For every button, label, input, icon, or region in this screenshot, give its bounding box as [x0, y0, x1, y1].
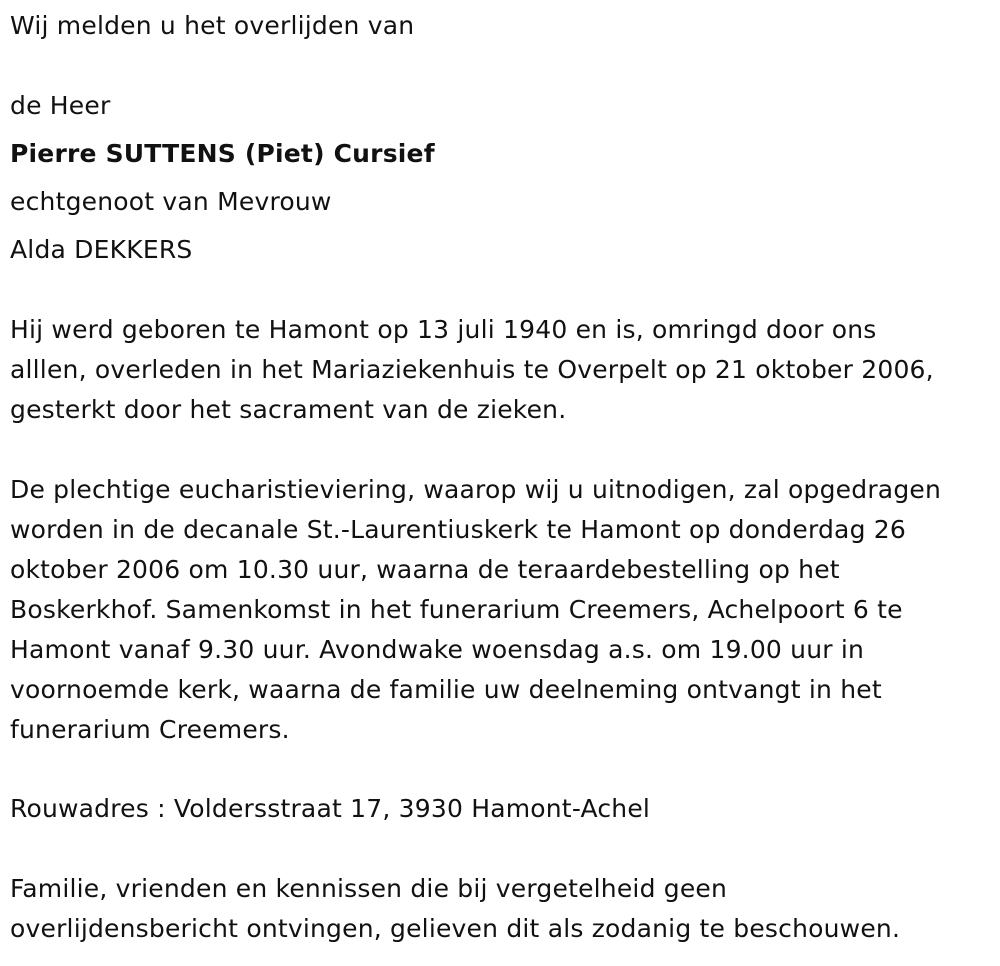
paragraph-line: Familie, vrienden en kennissen die bij vergetelheid geen — [10, 874, 728, 903]
spouse-label: echtgenoot van Mevrouw — [10, 187, 332, 216]
paragraph-line: funerarium Creemers. — [10, 715, 290, 744]
intro-text: Wij melden u het overlijden van — [10, 11, 415, 40]
paragraph-line: alllen, overleden in het Mariaziekenhuis te Overpelt op 21 oktober 2006, — [10, 355, 934, 384]
paragraph-line: De plechtige eucharistieviering, waarop wij u uitnodigen, zal opgedragen — [10, 475, 942, 504]
paragraph-line: overlijdensbericht ontvingen, gelieven dit als zodanig te beschouwen. — [10, 914, 901, 943]
spouse-name: Alda DEKKERS — [10, 235, 193, 264]
paragraph-line: gesterkt door het sacrament van de zieken. — [10, 395, 567, 424]
mourning-address: Rouwadres : Voldersstraat 17, 3930 Hamont-Achel — [10, 794, 651, 823]
ceremony-paragraph — [10, 470, 990, 750]
paragraph-line: voornoemde kerk, waarna de familie uw deelneming ontvangt in het — [10, 675, 882, 704]
closing-paragraph — [10, 869, 990, 949]
paragraph-line: oktober 2006 om 10.30 uur, waarna de teraardebestelling op het — [10, 555, 840, 584]
birth-death-paragraph — [10, 310, 990, 430]
deceased-name: Pierre SUTTENS (Piet) Cursief — [10, 139, 435, 168]
paragraph-line: Hamont vanaf 9.30 uur. Avondwake woensdag a.s. om 19.00 uur in — [10, 635, 865, 664]
paragraph-line: Hij werd geboren te Hamont op 13 juli 1940 en is, omringd door ons — [10, 315, 877, 344]
title-text: de Heer — [10, 91, 111, 120]
paragraph-line: worden in de decanale St.-Laurentiuskerk te Hamont op donderdag 26 — [10, 515, 907, 544]
paragraph-line: Boskerkhof. Samenkomst in het funerarium Creemers, Achelpoort 6 te — [10, 595, 903, 624]
